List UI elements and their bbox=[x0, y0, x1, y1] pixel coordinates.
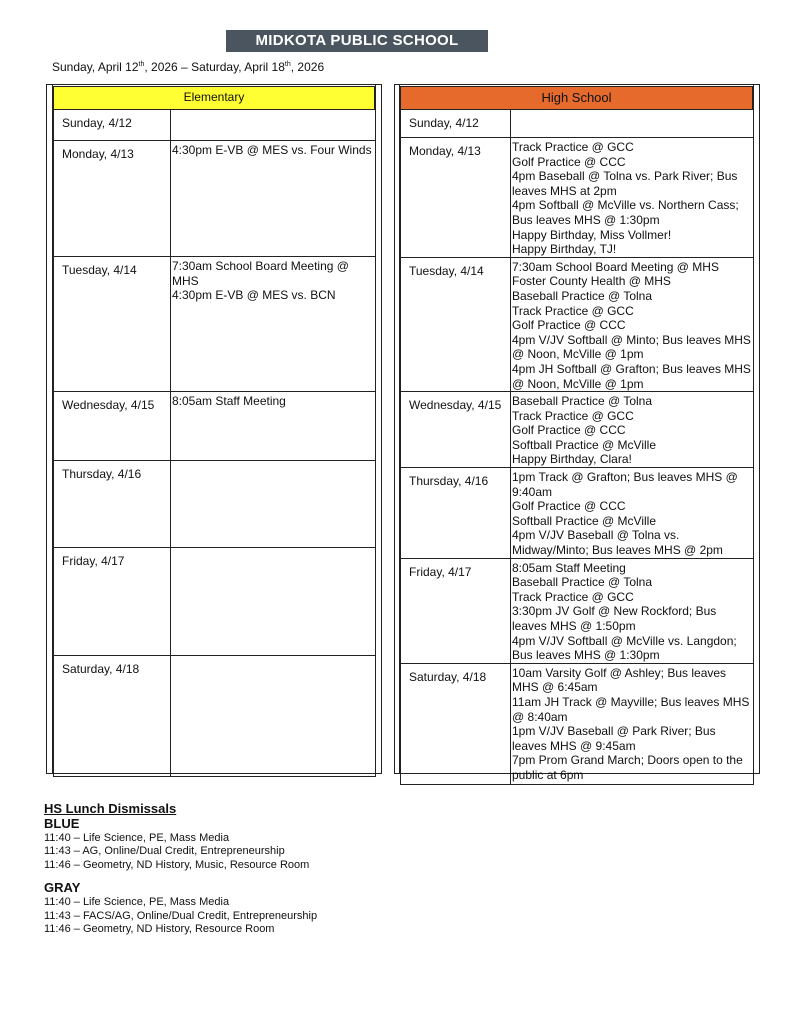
event-item: Track Practice @ GCC bbox=[512, 589, 634, 604]
event-item: Track Practice @ GCC bbox=[512, 408, 634, 423]
event-item: 7:30am School Board Meeting @ MHS bbox=[172, 259, 349, 288]
day-events bbox=[171, 656, 376, 777]
event-item: Happy Birthday, TJ! bbox=[512, 242, 617, 257]
event-item: 4pm V/JV Softball @ McVille vs. Langdon; Bus leaves MHS @ 1:30pm bbox=[512, 633, 737, 663]
lunch-item: 11:46 – Geometry, ND History, Resource Room bbox=[44, 923, 275, 935]
day-events bbox=[511, 257, 754, 391]
day-label: Wednesday, 4/15 bbox=[401, 392, 511, 468]
event-item: Track Practice @ GCC bbox=[512, 303, 634, 318]
lunch-dismissals bbox=[44, 802, 317, 937]
schedule-row bbox=[54, 110, 376, 141]
day-events bbox=[171, 392, 376, 461]
day-label: Monday, 4/13 bbox=[401, 138, 511, 258]
lunch-group-name: GRAY bbox=[44, 880, 81, 895]
day-events bbox=[511, 110, 754, 138]
day-events bbox=[511, 663, 754, 784]
schedule-row bbox=[54, 656, 376, 777]
day-events bbox=[171, 257, 376, 392]
event-item: 7pm Prom Grand March; Doors open to the public at 6pm bbox=[512, 753, 743, 782]
day-label: Sunday, 4/12 bbox=[401, 110, 511, 138]
event-item: Softball Practice @ McVille bbox=[512, 437, 657, 452]
event-item: 7:30am School Board Meeting @ MHS bbox=[512, 259, 719, 274]
day-events bbox=[511, 392, 754, 468]
schedule-row bbox=[401, 257, 754, 391]
day-label: Tuesday, 4/14 bbox=[401, 257, 511, 391]
lunch-item: 11:43 – AG, Online/Dual Credit, Entrepreneurship bbox=[44, 845, 285, 857]
event-item: Baseball Practice @ Tolna bbox=[512, 394, 653, 409]
event-item: 4pm Baseball @ Tolna vs. Park River; Bus leaves MHS at 2pm bbox=[512, 169, 738, 198]
day-events bbox=[511, 138, 754, 258]
day-label: Friday, 4/17 bbox=[401, 558, 511, 663]
event-item: 11am JH Track @ Mayville; Bus leaves MHS @ 8:40am bbox=[512, 694, 750, 724]
schedule-row bbox=[401, 138, 754, 258]
event-item: 3:30pm JV Golf @ New Rockford; Bus leaves MHS @ 1:50pm bbox=[512, 604, 717, 633]
event-item: 4:30pm E-VB @ MES vs. BCN bbox=[172, 288, 336, 303]
schedule-row bbox=[54, 548, 376, 656]
day-label: Sunday, 4/12 bbox=[54, 110, 171, 141]
day-events bbox=[171, 141, 376, 257]
week-start: Sunday, April 12 bbox=[52, 60, 139, 74]
week-end: , 2026 bbox=[290, 60, 325, 74]
day-label: Monday, 4/13 bbox=[54, 141, 171, 257]
elementary-header: Elementary bbox=[53, 86, 375, 110]
event-item: Happy Birthday, Miss Vollmer! bbox=[512, 227, 672, 242]
high-school-schedule-table bbox=[400, 109, 754, 785]
day-label: Wednesday, 4/15 bbox=[54, 392, 171, 461]
event-item: 1pm Track @ Grafton; Bus leaves MHS @ 9:40am bbox=[512, 470, 738, 499]
event-item: 4pm V/JV Baseball @ Tolna vs. Midway/Minto; Bus leaves MHS @ 2pm bbox=[512, 528, 723, 558]
lunch-item: 11:43 – FACS/AG, Online/Dual Credit, Entrepreneurship bbox=[44, 909, 318, 922]
event-item: 4pm JH Softball @ Grafton; Bus leaves MHS @ Noon, McVille @ 1pm bbox=[512, 361, 751, 391]
schedule-row bbox=[401, 663, 754, 784]
day-label: Friday, 4/17 bbox=[54, 548, 171, 656]
school-title: MIDKOTA PUBLIC SCHOOL bbox=[226, 30, 488, 52]
day-events bbox=[511, 468, 754, 559]
event-item: Golf Practice @ CCC bbox=[512, 499, 626, 514]
day-label: Tuesday, 4/14 bbox=[54, 257, 171, 392]
day-label: Saturday, 4/18 bbox=[54, 656, 171, 777]
elementary-schedule-table bbox=[53, 109, 376, 777]
event-item: 8:05am Staff Meeting bbox=[512, 560, 626, 575]
event-item: 1pm V/JV Baseball @ Park River; Bus leaves MHS @ 9:45am bbox=[512, 724, 716, 753]
week-mid: , 2026 – Saturday, April 18 bbox=[144, 60, 285, 74]
schedule-row bbox=[54, 141, 376, 257]
event-item: Foster County Health @ MHS bbox=[512, 274, 671, 289]
day-events bbox=[171, 461, 376, 548]
day-events bbox=[511, 558, 754, 663]
schedule-row bbox=[54, 392, 376, 461]
event-item: Baseball Practice @ Tolna bbox=[512, 575, 653, 590]
lunch-item: 11:46 – Geometry, ND History, Music, Resource Room bbox=[44, 858, 310, 871]
event-item: Baseball Practice @ Tolna bbox=[512, 288, 653, 303]
event-item: Golf Practice @ CCC bbox=[512, 423, 626, 438]
lunch-item: 11:40 – Life Science, PE, Mass Media bbox=[44, 831, 230, 844]
event-item: 10am Varsity Golf @ Ashley; Bus leaves MHS @ 6:45am bbox=[512, 665, 727, 695]
lunch-title: HS Lunch Dismissals bbox=[44, 801, 177, 816]
day-events bbox=[171, 110, 376, 141]
lunch-group-blue bbox=[44, 816, 317, 873]
day-label: Thursday, 4/16 bbox=[54, 461, 171, 548]
event-item: Golf Practice @ CCC bbox=[512, 318, 626, 333]
schedule-row bbox=[54, 257, 376, 392]
event-item: Track Practice @ GCC bbox=[512, 140, 634, 154]
schedule-row bbox=[401, 392, 754, 468]
event-item: 4:30pm E-VB @ MES vs. Four Winds bbox=[172, 143, 372, 157]
day-label: Saturday, 4/18 bbox=[401, 663, 511, 784]
end-suffix: th bbox=[284, 61, 291, 68]
day-events bbox=[171, 548, 376, 656]
lunch-item: 11:40 – Life Science, PE, Mass Media bbox=[44, 896, 230, 908]
schedule-row bbox=[401, 110, 754, 138]
event-item: 4pm Softball @ McVille vs. Northern Cass; Bus leaves MHS @ 1:30pm bbox=[512, 198, 739, 227]
event-item: 4pm V/JV Softball @ Minto; Bus leaves MHS @ Noon, McVille @ 1pm bbox=[512, 332, 751, 362]
event-item: Happy Birthday, Clara! bbox=[512, 452, 632, 467]
lunch-group-gray bbox=[44, 880, 317, 937]
week-date-range bbox=[52, 60, 324, 74]
event-item: Softball Practice @ McVille bbox=[512, 513, 657, 528]
event-item: Golf Practice @ CCC bbox=[512, 154, 626, 169]
start-suffix: th bbox=[138, 61, 145, 68]
schedule-row bbox=[54, 461, 376, 548]
high-school-header: High School bbox=[400, 86, 753, 110]
lunch-group-name: BLUE bbox=[44, 815, 80, 831]
schedule-row bbox=[401, 468, 754, 559]
event-item: 8:05am Staff Meeting bbox=[172, 394, 286, 408]
schedule-row bbox=[401, 558, 754, 663]
day-label: Thursday, 4/16 bbox=[401, 468, 511, 559]
